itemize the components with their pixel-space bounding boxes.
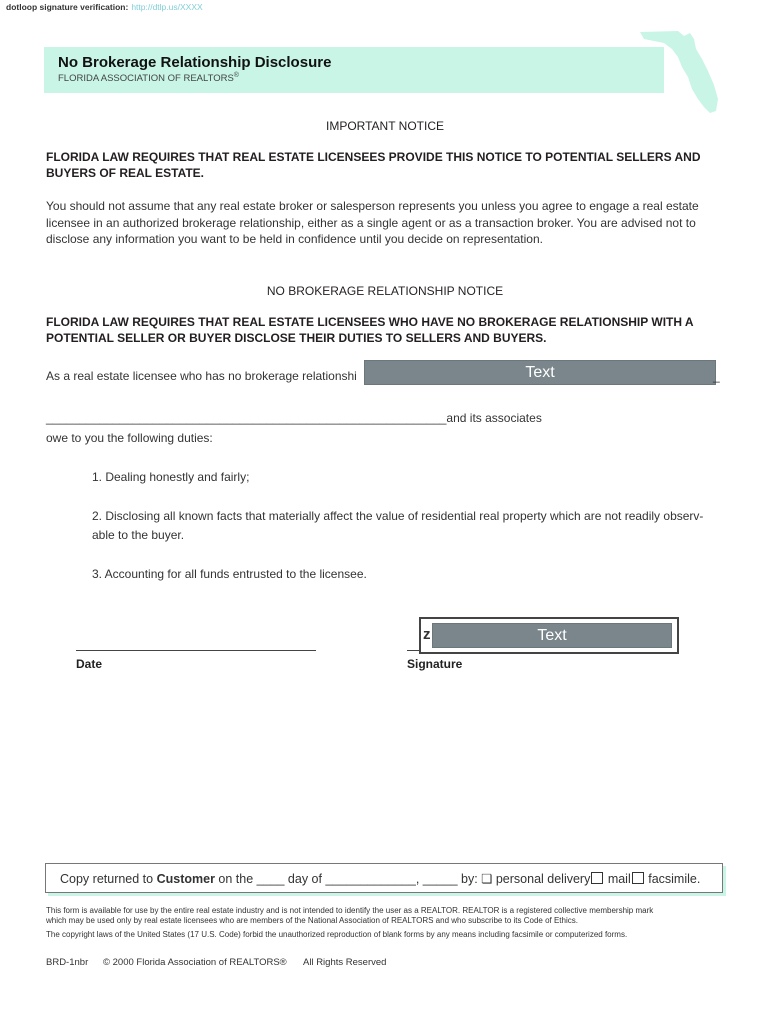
- duties-intro: owe to you the following duties:: [46, 431, 213, 445]
- nbr-law-statement: FLORIDA LAW REQUIRES THAT REAL ESTATE LICENSEES WHO HAVE NO BROKERAGE RELATIONSHIP WITH A POTENTIAL SELLER OR BUYER DISCLOSE THEIR DUTIES TO SELLERS AND BUYERS.: [46, 315, 694, 345]
- delivery-bullet-icon: ❏: [481, 872, 493, 886]
- rights-reserved: All Rights Reserved: [303, 957, 387, 968]
- facsimile-checkbox[interactable]: [632, 872, 644, 884]
- date-line: [76, 650, 316, 651]
- signature-field[interactable]: Text: [432, 623, 672, 648]
- copyright-notice: © 2000 Florida Association of REALTORS®: [103, 957, 287, 968]
- important-notice-heading: IMPORTANT NOTICE: [325, 119, 444, 133]
- licensee-line-text: As a real estate licensee who has no brokerage relationshi: [46, 369, 357, 383]
- fineprint-line-3: The copyright laws of the United States (17 U.S. Code) forbid the unauthorized reproduction of blank forms by any means including facsimile or computerized forms.: [46, 930, 628, 939]
- duty-item-3: 3. Accounting for all funds entrusted to the licensee.: [92, 567, 367, 581]
- licensee-line-end: _: [713, 369, 720, 383]
- duty-item-1: 1. Dealing honestly and fairly;: [92, 470, 250, 484]
- mail-label: mail: [604, 872, 631, 886]
- verification-label: dotloop signature verification:: [6, 2, 129, 12]
- facsimile-label: facsimile.: [644, 872, 701, 886]
- signature-partial-mark: z: [423, 626, 431, 643]
- mail-checkbox[interactable]: [591, 872, 603, 884]
- copy-returned-box: [45, 863, 723, 893]
- verification-link[interactable]: http://dtlp.us/XXXX: [131, 2, 203, 12]
- registered-mark: ®: [233, 72, 239, 79]
- duty-item-2-continued: able to the buyer.: [92, 528, 185, 542]
- nbr-notice-heading: NO BROKERAGE RELATIONSHIP NOTICE: [266, 284, 504, 298]
- fineprint-line-2: which may be used only by real estate licensees who are members of the National Association of REALTORS and who subscribe to its Code of Ethics.: [46, 916, 578, 925]
- licensee-name-field[interactable]: Text: [364, 360, 716, 385]
- customer-label: Customer: [156, 872, 215, 886]
- duty-item-2: 2. Disclosing all known facts that materially affect the value of residential real property which are not readily observ-: [92, 509, 704, 523]
- verification-line: [6, 2, 203, 12]
- brokerage-name-line: ____________________________________________________________and its associates: [46, 411, 542, 425]
- form-subtitle: FLORIDA ASSOCIATION OF REALTORS®: [58, 72, 239, 85]
- personal-delivery-label: personal delivery: [492, 872, 591, 886]
- signature-label: Signature: [407, 657, 463, 671]
- notice-law-statement: FLORIDA LAW REQUIRES THAT REAL ESTATE LICENSEES PROVIDE THIS NOTICE TO POTENTIAL SELLERS AND BUYERS OF REAL ESTATE.: [46, 150, 701, 180]
- copy-returned-text: Copy returned to: [60, 872, 157, 886]
- fineprint-line-1: This form is available for use by the entire real estate industry and is not intended to identify the user as a REALTOR. REALTOR is a registered collective membership mark: [46, 906, 654, 915]
- date-label: Date: [76, 657, 103, 671]
- form-id: BRD-1nbr: [46, 957, 89, 968]
- form-title: No Brokerage Relationship Disclosure: [58, 54, 332, 71]
- notice-body: You should not assume that any real estate broker or salesperson represents you unless you agree to engage a real estate licensee in an authorized brokerage relationship, either as a single agent or as a transaction broker. You are advised not to disclose any information you want to be held in confidence until you decide on representation.: [46, 199, 699, 246]
- florida-map-icon: [638, 27, 724, 117]
- copy-date-text: on the ____ day of _____________, _____ by:: [214, 872, 482, 886]
